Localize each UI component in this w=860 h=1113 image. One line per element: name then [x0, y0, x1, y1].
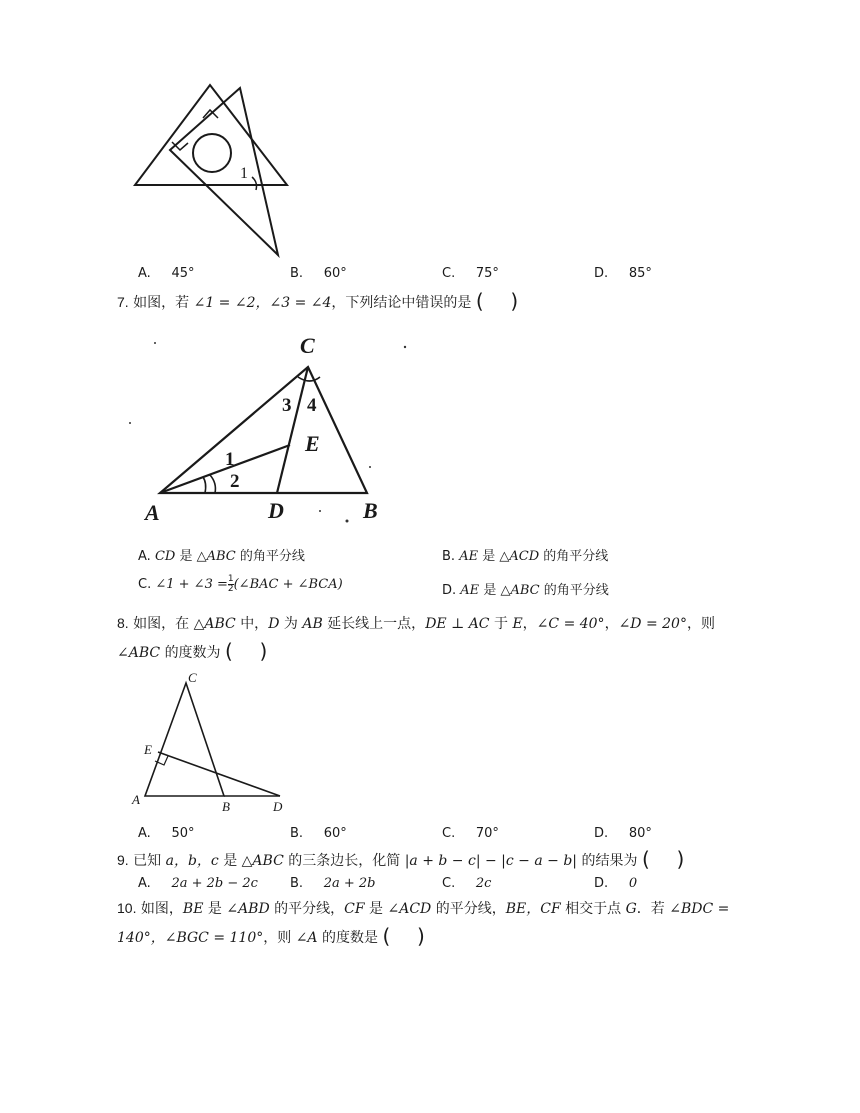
- q7-segment-cd: [277, 367, 308, 493]
- q8-t-comma-2: ，: [604, 616, 619, 632]
- q6-option-d[interactable]: [594, 266, 652, 281]
- q9-option-b[interactable]: [290, 876, 376, 891]
- q9-t4: 的结果为: [581, 853, 638, 869]
- q8-m-ab: AB: [302, 616, 323, 632]
- q7-stem: [117, 288, 518, 315]
- q8-number: 8.: [117, 615, 129, 631]
- q8-m-d2: ∠D = 20°: [618, 616, 687, 632]
- q8-option-a-letter: A.: [138, 826, 151, 841]
- q8-option-b[interactable]: [290, 826, 347, 841]
- q7-option-d-m1: AE: [460, 583, 480, 598]
- q9-number: 9.: [117, 852, 129, 868]
- q8-m-perp: DE ⊥ AC: [425, 616, 490, 632]
- q10-t1: 如图，: [140, 901, 183, 917]
- q8-m-d: D: [268, 616, 280, 632]
- q7-option-c-frac-num: 1: [227, 574, 234, 584]
- q7-paren-open: (: [475, 289, 484, 313]
- q6-option-b[interactable]: [290, 266, 347, 281]
- q10-m-g: G: [625, 901, 637, 917]
- q7-angle-label-2: 2: [230, 471, 240, 492]
- q9-option-b-letter: B.: [290, 876, 304, 891]
- q10-m-becf: BE，CF: [505, 901, 561, 917]
- q8-label-e: E: [144, 742, 152, 757]
- q8-label-a: A: [132, 792, 140, 807]
- q8-paren-open: (: [225, 639, 233, 663]
- q6-angle-label-1: 1: [240, 165, 248, 182]
- q9-option-b-text: 2a + 2b: [323, 876, 376, 891]
- q6-option-c-letter: C.: [442, 266, 456, 281]
- q8-option-d-letter: D.: [594, 826, 609, 841]
- q7-option-d[interactable]: [442, 579, 609, 598]
- q8-t-wei: 为: [283, 616, 298, 632]
- q8-figure: [128, 668, 293, 816]
- q6-option-a-text: 45°: [171, 266, 195, 281]
- q7-option-c-letter: C.: [138, 577, 152, 592]
- q7-option-b-t2: 的角平分线: [543, 549, 609, 564]
- q9-option-a[interactable]: [138, 876, 258, 891]
- q7-option-b-m1: AE: [459, 549, 479, 564]
- q9-option-a-letter: A.: [138, 876, 151, 891]
- q7-label-e: E: [305, 431, 320, 456]
- q7-option-c-m1: ∠1 + ∠3 =: [155, 577, 228, 592]
- q7-option-b-m2: △ACD: [499, 549, 540, 564]
- q7-label-a: A: [145, 500, 160, 525]
- q7-angle-label-1: 1: [225, 449, 235, 470]
- q10-t3: 的平分线，: [274, 901, 345, 917]
- q6-circle: [193, 134, 231, 172]
- q7-option-a-t2: 的角平分线: [239, 549, 305, 564]
- q6-option-a-letter: A.: [138, 266, 151, 281]
- q8-option-d-text: 80°: [628, 826, 652, 841]
- q8-segment-ed: [158, 752, 280, 796]
- q7-triangle-abc: [160, 367, 367, 493]
- q10-paren-open: (: [382, 924, 391, 948]
- q10-t8: ，则: [263, 930, 292, 946]
- q9-paren-open: (: [641, 847, 650, 871]
- q8-stem-line2: [117, 638, 267, 665]
- q10-paren-close: ): [416, 924, 425, 948]
- q7-option-d-t1: 是: [483, 583, 497, 598]
- q7-option-a[interactable]: [138, 545, 305, 564]
- q7-option-c[interactable]: [138, 575, 343, 594]
- q8-option-b-text: 60°: [323, 826, 347, 841]
- q9-m-expr: |a + b − c| − |c − a − b|: [404, 853, 578, 869]
- q8-m-c: ∠C = 40°: [536, 616, 605, 632]
- q7-option-b[interactable]: [442, 545, 608, 564]
- q9-t1: 已知: [133, 853, 162, 869]
- q10-t2: 是: [207, 901, 222, 917]
- q10-m-bdc: ∠BDC =: [669, 901, 730, 917]
- q10-m-be: BE: [182, 901, 204, 917]
- q7-option-b-letter: B.: [442, 549, 456, 564]
- q7-option-a-m2: △ABC: [196, 549, 236, 564]
- q6-angle-arc: [252, 177, 257, 190]
- q10-stem-line2: [117, 923, 425, 950]
- q7-option-d-letter: D.: [442, 583, 457, 598]
- q7-angle-label-3: 3: [282, 395, 292, 416]
- q8-t-ze: ，则: [686, 616, 715, 632]
- q7-label-b: B: [363, 498, 378, 523]
- q7-arc-c: [298, 377, 320, 381]
- q7-stem-b: ，下列结论中错误的是: [331, 295, 472, 311]
- q9-t3: 的三条边长，化简: [288, 853, 401, 869]
- q8-option-c-text: 70°: [475, 826, 499, 841]
- q6-option-c-text: 75°: [475, 266, 499, 281]
- q8-triangle-abc: [145, 683, 224, 796]
- q9-option-d-text: 0: [628, 876, 638, 891]
- q7-option-a-t1: 是: [179, 549, 193, 564]
- q6-option-d-letter: D.: [594, 266, 609, 281]
- q6-figure: [130, 80, 300, 260]
- q7-label-c: C: [300, 333, 315, 358]
- q9-option-c-text: 2c: [475, 876, 492, 891]
- q6-option-d-text: 85°: [628, 266, 652, 281]
- q7-option-d-t2: 的角平分线: [543, 583, 609, 598]
- q7-stem-a: 如图，若: [133, 295, 190, 311]
- q9-stem: [117, 846, 684, 873]
- q10-m-line2a: 140°，∠BGC = 110°: [117, 930, 264, 946]
- q7-option-a-letter: A.: [138, 549, 151, 564]
- q7-paren-close: ): [510, 289, 519, 313]
- q10-t6: 相交于点: [565, 901, 622, 917]
- q8-option-c[interactable]: [442, 826, 499, 841]
- q8-option-d[interactable]: [594, 826, 652, 841]
- q8-paren-close: ): [259, 639, 268, 663]
- q9-option-d-letter: D.: [594, 876, 609, 891]
- q6-option-c[interactable]: [442, 266, 499, 281]
- q10-t5: 的平分线，: [435, 901, 506, 917]
- q7-condition: ∠1 = ∠2，∠3 = ∠4: [193, 295, 332, 311]
- q8-label-d: D: [273, 799, 283, 814]
- q10-m-acd: ∠ACD: [387, 901, 432, 917]
- q9-m-abc: a，b，c: [165, 853, 219, 869]
- q7-option-d-m2: △ABC: [500, 583, 540, 598]
- q9-option-c[interactable]: [442, 876, 491, 891]
- q6-option-a[interactable]: [138, 266, 195, 281]
- q10-number: 10.: [117, 900, 137, 916]
- q8-stem-line1: [117, 611, 715, 636]
- q9-option-d[interactable]: [594, 876, 637, 891]
- q7-arc-a-2: [210, 475, 215, 493]
- q7-arc-a-1: [203, 477, 206, 493]
- q8-m-abc: ∠ABC: [117, 645, 161, 661]
- q9-t2: 是: [223, 853, 238, 869]
- q8-line1-a: 如图，在: [133, 616, 190, 632]
- q7-figure: [125, 325, 415, 530]
- q9-option-c-letter: C.: [442, 876, 456, 891]
- q10-t4: 是: [369, 901, 384, 917]
- q8-option-a[interactable]: [138, 826, 195, 841]
- q8-label-c: C: [188, 670, 197, 685]
- q8-t-yu: 于: [493, 616, 508, 632]
- q7-option-c-frac-den: 2: [227, 584, 234, 594]
- q8-option-b-letter: B.: [290, 826, 304, 841]
- q7-angle-label-4: 4: [307, 395, 317, 416]
- q8-m-e: E: [512, 616, 523, 632]
- q7-option-b-t1: 是: [482, 549, 496, 564]
- q8-t-du: 的度数为: [164, 645, 221, 661]
- q6-option-b-letter: B.: [290, 266, 304, 281]
- q6-triangle-slanted: [170, 88, 278, 255]
- q10-t9: 的度数是: [322, 930, 378, 946]
- q9-option-a-text: 2a + 2b − 2c: [171, 876, 258, 891]
- q8-label-b: B: [222, 799, 230, 814]
- q8-t-zhong: 中，: [240, 616, 269, 632]
- q8-option-a-text: 50°: [171, 826, 195, 841]
- q8-option-c-letter: C.: [442, 826, 456, 841]
- q8-t-comma: ，: [522, 616, 537, 632]
- q6-option-b-text: 60°: [323, 266, 347, 281]
- q10-m-a: ∠A: [295, 930, 318, 946]
- q10-m-abd: ∠ABD: [226, 901, 270, 917]
- q9-paren-close: ): [676, 847, 685, 871]
- q7-option-a-m1: CD: [154, 549, 176, 564]
- q10-m-cf: CF: [344, 901, 365, 917]
- q7-option-c-m2: (∠BAC + ∠BCA): [233, 577, 343, 592]
- q7-number: 7.: [117, 294, 129, 310]
- q8-t-yan: 延长线上一点，: [327, 616, 426, 632]
- q10-stem-line1: [117, 896, 729, 921]
- q7-label-d: D: [268, 498, 284, 523]
- q8-m-tri: △ABC: [193, 616, 236, 632]
- q9-m-tri: △ABC: [241, 853, 284, 869]
- q10-t7: ．若: [636, 901, 665, 917]
